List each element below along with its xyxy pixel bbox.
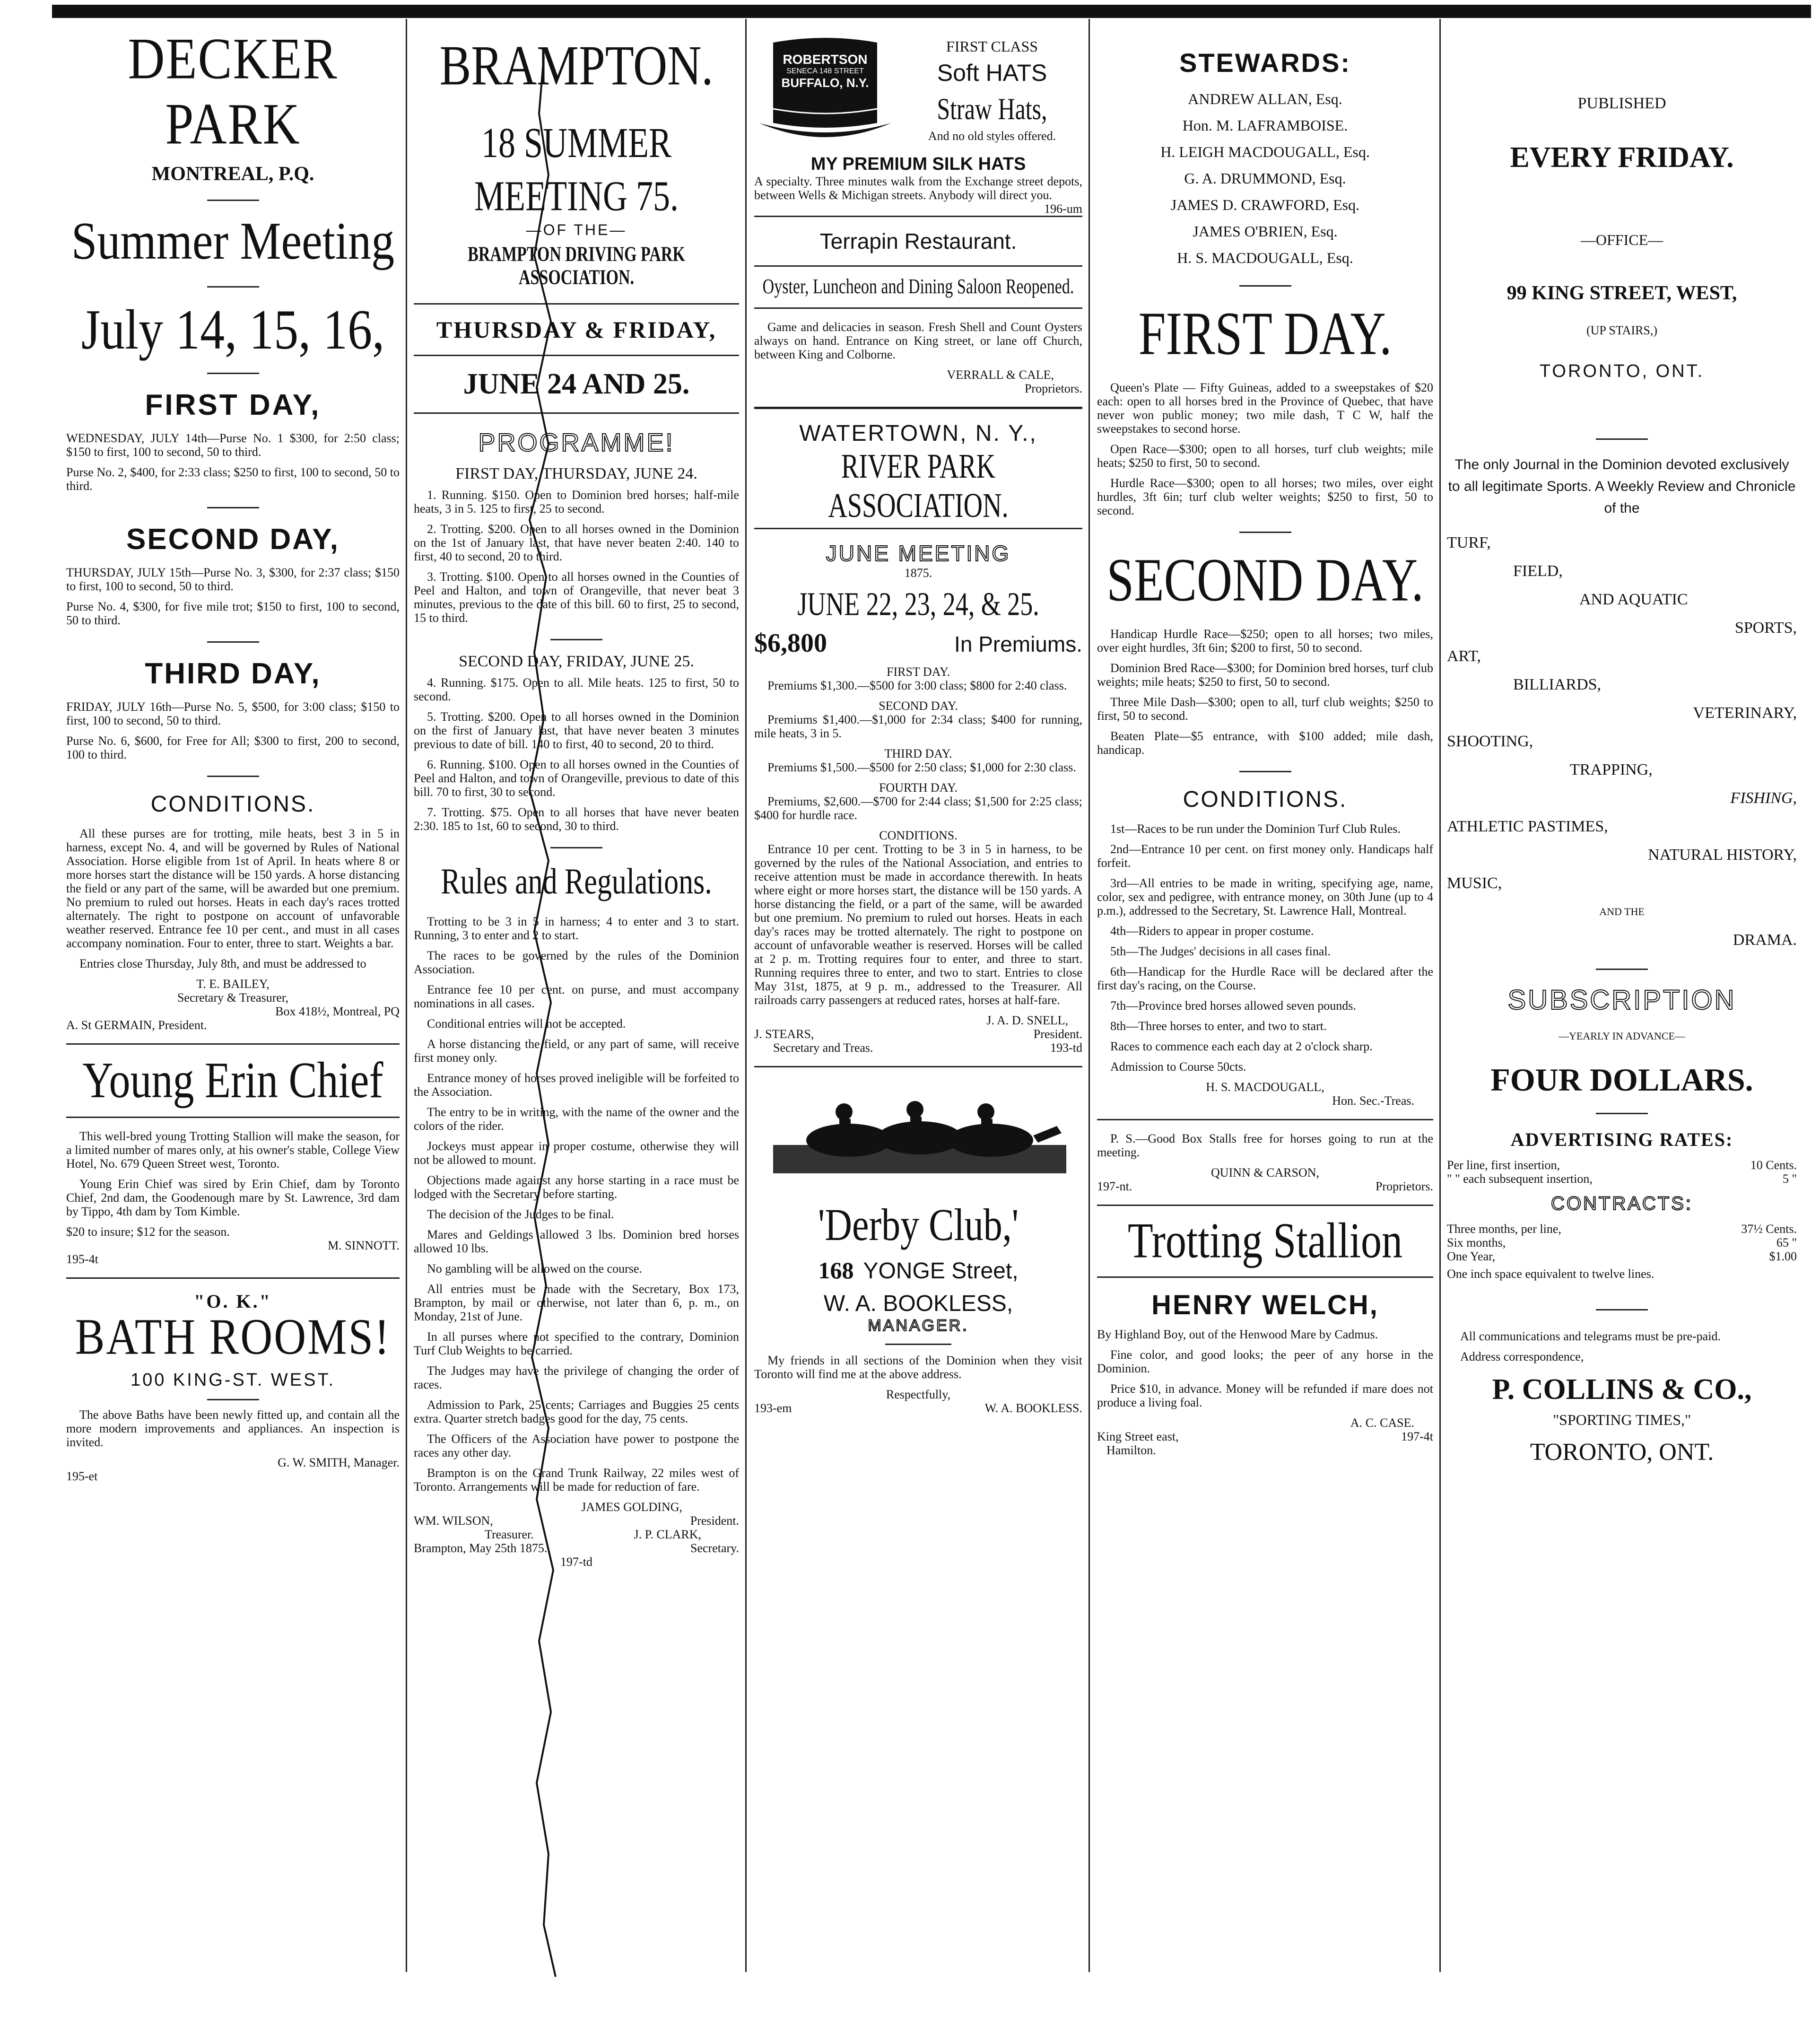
every-friday: EVERY FRIDAY. [1510,141,1734,174]
rule-item: The decision of the Judges to be final. [427,1207,614,1221]
yonge-street: YONGE Street, [863,1258,1019,1284]
column-brampton [409,28,744,1986]
steward-name: Hon. M. LAFRAMBOISE. [1182,117,1348,134]
race-item: 3. Trotting. $100. Open to all horses owned in the Counties of Peel and Halton, and town of Orangeville, that never beat 3 minutes, previous to the date of this bill. 60 to first, 25 to second, 15 to third. [414,570,739,625]
signature-left: WM. WILSON, [414,1514,493,1528]
race-item: 7. Trotting. $75. Open to all horses that have never beaten 2:30. 185 to 1st, 60 to second, 30 to third. [414,805,739,833]
rule-item: All entries must be made with the Secretary, Box 173, Brampton, by mail or otherwise, not later than 6, p. m., on Monday, 21st of June. [414,1282,739,1323]
rule-item: The Judges may have the privilege of changing the order of races. [414,1364,739,1391]
bath-text: The above Baths have been newly fitted up, and contain all the more modern improvements and appliances. An inspection is invited. [66,1408,400,1449]
ok-label: "O. K." [194,1291,272,1312]
decker-park-title: DECKER PARK [128,28,338,157]
published-label: PUBLISHED [1577,95,1666,112]
race-text: Hurdle Race—$300; open to all horses; two miles, over eight hurdles, 3ft 6in; turf club welter weights; $250 to first, 50 to second. [1097,476,1433,517]
day-heading: THIRD DAY. [884,747,952,760]
office-address: 99 KING STREET, WEST, [1507,282,1737,304]
signature-title: President. [690,1514,739,1528]
topic-field: FIELD, [1513,562,1563,580]
erin-text: This well-bred young Trotting Stallion will make the season, for a limited number of mares only, at his owner's stable, College View Hotel, No. 679 Queen Street west, Toronto. [66,1129,400,1170]
date-line: Brampton, May 25th 1875. [414,1541,548,1555]
first-day-heading: FIRST DAY, [145,389,321,421]
topic-turf: TURF, [1447,534,1491,551]
bath-rooms-title: BATH ROOMS! [75,1309,391,1365]
race-item: 5. Trotting. $200. Open to all horses owned in the Dominion on the first of January last, that have never beaten 3 minutes previous to date of bill. 140 to first, 40 to second, 20 to third. [414,710,739,751]
hat-address: SENECA 148 STREET [786,67,864,75]
paper-tear-line [515,57,572,1977]
condition-item: 7th—Province bred horses allowed seven pounds. [1110,999,1356,1013]
stears-sig: J. STEARS, [754,1027,814,1041]
address-note: Address correspondence, [1460,1350,1584,1363]
topic-athletic: ATHLETIC PASTIMES, [1447,818,1608,835]
rules-list [414,915,739,1493]
signature-left: Treasurer. [485,1528,534,1541]
first-day-heading: FIRST DAY. [1138,299,1392,368]
oyster-heading: Oyster, Luncheon and Dining Saloon Reopened. [762,275,1074,298]
brampton-dates: JUNE 24 AND 25. [463,368,690,400]
steward-name: ANDREW ALLAN, Esq. [1188,90,1342,107]
no-old-styles: And no old styles offered. [928,129,1056,143]
welch-text: Price $10, in advance. Money will be refunded if mare does not produce a living foal. [1097,1382,1433,1409]
column-decker-park [61,28,404,1986]
condition-item: 3rd—All entries to be made in writing, specifying age, name, color, sex and pedigree, with entrance money, on 30th June (up to 4 p.m.), addressed to the Secretary, St. Lawrence Hall, Montreal. [1097,876,1433,917]
premiums-amount: $6,800 [754,629,827,658]
race-item: 1. Running. $150. Open to Dominion bred horses; half-mile heats, 3 in 5. 125 to first, 25 to second. [414,488,739,515]
terrapin-heading: Terrapin Restaurant. [819,229,1017,253]
steward-name: H. LEIGH MACDOUGALL, Esq. [1160,143,1370,160]
topic-art: ART, [1447,647,1481,665]
contract-label: Three months, per line, [1447,1222,1561,1236]
rule-item: Objections made against any horse starting in a race must be lodged with the Secretary before starting. [414,1173,739,1201]
rule-item: Brampton is on the Grand Trunk Railway, 22 miles west of Toronto. Arrangements will be made for reduction of fare. [414,1466,739,1493]
bookless-name: W. A. BOOKLESS, [823,1291,1013,1316]
contract-value: 65 " [1776,1236,1797,1249]
conditions-heading: CONDITIONS. [150,792,315,817]
topic-drama: DRAMA. [1733,931,1797,949]
case-sig: A. C. CASE. [1350,1416,1414,1430]
signature: H. S. MACDOUGALL, [1206,1080,1324,1094]
president-line: A. St GERMAIN, President. [66,1018,207,1032]
column-sporting-times [1442,28,1802,1986]
day-text: Premiums $1,500.—$500 for 2:50 class; $1,000 for 2:30 class. [767,760,1076,774]
rule-item: Mares and Geldings allowed 3 lbs. Dominion bred horses allowed 10 lbs. [414,1228,739,1255]
rate-label: Per line, first insertion, [1447,1158,1560,1172]
race-listing: Purse No. 4, $300, for five mile trot; $150 to first, 100 to second, 50 to third. [66,600,400,627]
king-street: King Street east, [1097,1430,1179,1443]
condition-item: Admission to Course 50cts. [1110,1060,1246,1074]
condition-item: Races to commence each each day at 2 o'clock sharp. [1110,1039,1373,1053]
meeting-dates: July 14, 15, 16, [81,298,385,361]
condition-item: 6th—Handicap for the Hurdle Race will be declared after the first day's racing, on the Course. [1097,965,1433,992]
henry-welch-heading: HENRY WELCH, [1151,1290,1379,1320]
first-day-line: FIRST DAY, THURSDAY, JUNE 24. [455,465,697,482]
steward-name: JAMES O'BRIEN, Esq. [1193,223,1338,240]
rule-item: Entrance fee 10 per cent. on purse, and must accompany nominations in all cases. [414,983,739,1010]
rate-value: 5 " [1782,1172,1797,1186]
race-listing: Purse No. 6, $600, for Free for All; $300 to first, 200 to second, 100 to third. [66,734,400,761]
signature-name: T. E. BAILEY, [196,977,270,991]
first-class-label: FIRST CLASS [946,38,1038,55]
contract-value: $1.00 [1769,1249,1797,1263]
race-listing: Purse No. 2, $400, for 2:33 class; $250 to first, 100 to second, 50 to third. [66,465,400,493]
steward-name: H. S. MACDOUGALL, Esq. [1177,249,1353,266]
hat-brand: ROBERTSON [783,52,868,67]
ad-code: 196-um [1044,202,1082,216]
river-park-heading: RIVER PARK ASSOCIATION. [828,447,1009,525]
steward-name: G. A. DRUMMOND, Esq. [1184,170,1346,187]
hat-city: BUFFALO, N.Y. [781,76,869,90]
stewards-list [1097,86,1433,271]
erin-code: 195-4t [66,1252,98,1266]
summer-meeting-75: 18 SUMMER MEETING 75. [474,119,679,220]
topic-sports: SPORTS, [1734,619,1797,637]
second-day-line: SECOND DAY, FRIDAY, JUNE 25. [459,653,694,670]
race-text: Queen's Plate — Fifty Guineas, added to a sweepstakes of $20 each: open to all horses bred in the Province of Quebec, that have never won public money; two mile dash, T C W, half the sweepstakes to second horse. [1097,381,1433,436]
topic-music: MUSIC, [1447,874,1502,892]
summer-meeting-heading: Summer Meeting [71,211,395,271]
erin-text: Young Erin Chief was sired by Erin Chief, dam by Toronto Chief, 2nd dam, the Goodenough mare by St. Lawrence, 3rd dam by Tippo, 4th dam by Tom Kimble. [66,1177,400,1218]
publisher-name: P. COLLINS & CO., [1492,1373,1752,1406]
race-listing: FRIDAY, JULY 16th—Purse No. 5, $500, for 3:00 class; $150 to first, 100 to second, 50 to third. [66,700,400,727]
manager-label: MANAGER. [868,1317,969,1335]
bath-signature: G. W. SMITH, Manager. [278,1456,400,1469]
quinn-sig: QUINN & CARSON, [1211,1166,1319,1179]
signature-title: Secretary & Treasurer, [177,991,289,1004]
contracts-heading: CONTRACTS: [1551,1193,1693,1214]
erin-signature: M. SINNOTT. [328,1239,400,1252]
silk-text: A specialty. Three minutes walk from the Exchange street depots, between Wells & Michigan streets. Anybody will direct you. [754,175,1082,202]
office-label: —OFFICE— [1580,231,1663,248]
race-item: 6. Running. $100. Open to all horses owned in the Counties of Peel and Halton, and town of Orangeville, previous to date of this bill. 70 to first, 30 to second. [414,758,739,799]
hat-illustration [754,33,896,151]
rule-item: The Officers of the Association have power to postpone the races any other day. [414,1432,739,1459]
topic-fishing: FISHING, [1730,789,1797,807]
journal-description: The only Journal in the Dominion devoted exclusively to all legitimate Sports. A Weekly Review and Chronicle of the [1448,457,1796,516]
topic-trapping: TRAPPING, [1570,761,1653,778]
young-erin-chief-title: Young Erin Chief [82,1052,383,1109]
rule-item: Admission to Park, 25 cents; Carriages and Buggies 25 cents extra. Quarter stretch badges good for the day, 75 cents. [414,1398,739,1425]
topic-natural-history: NATURAL HISTORY, [1648,846,1797,864]
rule-item: The entry to be in writing, with the name of the owner and the colors of the rider. [414,1105,739,1133]
column-rule [406,19,407,1972]
president-title: President. [1033,1027,1082,1041]
premiums-label: In Premiums. [954,632,1082,656]
day-text: Premiums $1,400.—$1,000 for 2:34 class; $400 for running, mile heats, 3 in 5. [754,713,1082,740]
decker-location: MONTREAL, P.Q. [151,163,314,185]
signature-title: Hon. Sec.-Treas. [1332,1094,1414,1108]
verrall-sig: VERRALL & CALE, [947,368,1054,382]
contract-label: One Year, [1447,1249,1496,1263]
respectfully: Respectfully, [886,1388,951,1401]
conditions-text: All these purses are for trotting, mile heats, best 3 in 5 in harness, except No. 4, and will be governed by Rules of National Association. Horse eligible from 1st of April. In heats where 8 or more horses start the distance will be 150 yards. A horse distancing the field or any part of the same, will be awarded but one premium. No premium to ruled out horses. Heats in each day's races trotted alternately. The right to postpone on account of unfavorable weather reserved. Entrance fee 10 per cent., and must in all cases accompany nomination. Four to enter, three to start. Weights a bar. [66,827,400,950]
race-text: Open Race—$300; open to all horses, turf club weights; mile heats; $250 to first, 50 to second. [1097,442,1433,470]
column-rule [1439,19,1441,1972]
watertown-dates: JUNE 22, 23, 24, & 25. [797,585,1039,622]
ps-text: P. S.—Good Box Stalls free for horses going to run at the meeting. [1097,1132,1433,1159]
stewards-heading: STEWARDS: [1179,48,1351,78]
yonge-number: 168 [818,1257,854,1284]
rule-item: The races to be governed by the rules of the Dominion Association. [414,949,739,976]
communications-note: All communications and telegrams must be pre-paid. [1460,1329,1721,1343]
ad-code: 193-td [1050,1041,1082,1055]
day-text: Premiums, $2,600.—$700 for 2:44 class; $1,500 for 2:25 class; $400 for hurdle race. [754,795,1082,822]
race-text: Handicap Hurdle Race—$250; open to all horses; two miles, over eight hurdles, 3ft 6in; $200 to first, 50 to second. [1097,627,1433,655]
conditions-heading: CONDITIONS. [1183,787,1348,812]
watertown-heading: WATERTOWN, N. Y., [799,421,1037,446]
race-listing: THURSDAY, JULY 15th—Purse No. 3, $300, for 2:37 class; $150 to first, 100 to second, 50 to third. [66,566,400,593]
rate-value: 10 Cents. [1750,1158,1797,1172]
contract-label: Six months, [1447,1236,1506,1249]
column-rule [1089,19,1090,1972]
days-heading: THURSDAY & FRIDAY, [436,316,717,343]
race-item: 4. Running. $175. Open to all. Mile heats. 125 to first, 50 to second. [414,676,739,703]
derby-club-title: 'Derby Club,' [818,1200,1019,1250]
june-meeting-heading: JUNE MEETING [826,541,1011,566]
rule-item: Trotting to be 3 in 5 in harness; 4 to enter and 3 to start. Running, 3 to enter and 2 to start. [414,915,739,942]
rules-heading: Rules and Regulations. [441,861,712,902]
of-the-label: —OF THE— [526,221,627,238]
third-day-heading: THIRD DAY, [145,657,321,690]
day-heading: FIRST DAY. [887,665,950,679]
meeting-year: 1875. [904,566,932,580]
topic-aquatic: AND AQUATIC [1579,591,1688,608]
rule-item: Entrance money of horses proved ineligible will be forfeited to the Association. [414,1071,739,1099]
signature: J. P. CLARK, [634,1528,701,1541]
terrapin-text: Game and delicacies in season. Fresh Shell and Count Oysters always on hand. Entrance on King street, or lane off Church, between King and Colborne. [754,320,1082,361]
and-the-label: AND THE [1599,906,1645,917]
condition-item: 2nd—Entrance 10 per cent. on first money only. Handicaps half forfeit. [1097,842,1433,870]
verrall-title: Proprietors. [1024,382,1082,395]
condition-item: 5th—The Judges' decisions in all cases final. [1110,944,1331,958]
advertising-heading: ADVERTISING RATES: [1510,1129,1733,1150]
topic-billiards: BILLIARDS, [1513,676,1602,693]
signature-title: Secretary. [690,1541,739,1555]
yearly-advance: —YEARLY IN ADVANCE— [1559,1030,1685,1042]
topic-veterinary: VETERINARY, [1693,704,1797,722]
bath-code: 195-et [66,1469,98,1483]
rule-item: Conditional entries will not be accepted. [427,1017,626,1031]
day-text: Premiums $1,300.—$500 for 3:00 class; $800 for 2:40 class. [767,679,1067,692]
signature: JAMES GOLDING, [581,1500,682,1514]
condition-item: 4th—Riders to appear in proper costume. [1110,924,1314,938]
conditions-text: Entries close Thursday, July 8th, and must be addressed to [79,957,366,970]
rule-item: No gambling will be allowed on the course. [427,1262,642,1275]
contract-value: 37½ Cents. [1741,1222,1797,1236]
upstairs-note: (UP STAIRS,) [1586,323,1658,337]
day-heading: FOURTH DAY. [879,781,958,795]
day-heading: SECOND DAY. [879,699,958,713]
top-border-bar [52,5,1811,18]
space-note: One inch space equivalent to twelve lines. [1447,1267,1655,1281]
racehorses-illustration [754,1079,1082,1192]
derby-text: My friends in all sections of the Dominion when they visit Toronto will find me at the above address. [754,1354,1082,1381]
column-hats-watertown [749,28,1087,1986]
second-day-heading: SECOND DAY, [126,523,340,556]
condition-item: 1st—Races to be run under the Dominion Turf Club Rules. [1110,822,1401,836]
programme-heading: PROGRAMME! [478,428,675,457]
condition-item: 8th—Three horses to enter, and two to start. [1110,1019,1327,1033]
steward-name: JAMES D. CRAWFORD, Esq. [1170,196,1360,213]
snell-sig: J. A. D. SNELL, [986,1013,1068,1027]
welch-text: Fine color, and good looks; the peer of any horse in the Dominion. [1097,1348,1433,1375]
proprietors: Proprietors. [1375,1179,1433,1193]
bath-address: 100 KING-ST. WEST. [130,1370,336,1390]
hamilton: Hamilton. [1106,1443,1156,1457]
race-text: Dominion Bred Race—$300; for Dominion bred horses, turf club weights; mile heats; $250 to first, 50 to second. [1097,661,1433,689]
rule-item: Jockeys must appear in proper costume, otherwise they will not be allowed to mount. [414,1139,739,1167]
rule-item: A horse distancing the field, or any part of same, will receive first money only. [414,1037,739,1065]
column-rule [745,19,747,1972]
race-text: Three Mile Dash—$300; open to all, turf club weights; $250 to first, 50 to second. [1097,695,1433,723]
silk-hats-heading: MY PREMIUM SILK HATS [810,154,1026,174]
straw-hats: Straw Hats, [937,91,1047,126]
sec-treas: Secretary and Treas. [773,1041,873,1055]
brampton-title: BRAMPTON. [439,34,714,97]
trotting-stallion-title: Trotting Stallion [1127,1214,1403,1269]
conditions-text: Entrance 10 per cent. Trotting to be 3 in 5 in harness, to be governed by the rules of the National Association, and entries to receive attention must be made in accordance therewith. In heats where eight or more horses start, the distance will be 150 yards. A horse distancing the field, or a part of the same, will be awarded but one premium. No premium to ruled out horses. Heats in each day's races may be trotted alternately. The right to postpone on account of unfavorable weather is reserved. Horses will be called at 2 p. m. Trotting requires four to enter, and three to start. Running requires three to enter, and two to start. Entries to close May 31st, 1875, at 9 p. m., addressed to the Treasurer. All railroads carry passengers at reduced rates, horses at half-fare. [754,842,1082,1007]
race-text: Beaten Plate—$5 entrance, with $100 added; mile dash, handicap. [1097,729,1433,757]
conditions-heading: CONDITIONS. [879,829,958,842]
soft-hats: Soft HATS [937,60,1047,86]
welch-text: By Highland Boy, out of the Henwood Mare by Cadmus. [1097,1328,1378,1341]
signature-box: Box 418½, Montreal, PQ [275,1004,400,1018]
publisher-city: TORONTO, ONT. [1530,1439,1714,1466]
office-city: TORONTO, ONT. [1539,361,1705,381]
ad-code: 197-4t [1401,1430,1433,1443]
second-day-heading: SECOND DAY. [1106,546,1424,614]
association-name: BRAMPTON DRIVING PARK ASSOCIATION. [468,243,685,289]
ad-code: 193-em [754,1401,792,1415]
subscription-heading: SUBSCRIPTION [1507,985,1736,1015]
paper-name: "SPORTING TIMES," [1552,1411,1691,1428]
rule-item: In all purses where not specified to the contrary, Dominion Turf Club Weights to be carried. [414,1330,739,1357]
erin-price: $20 to insure; $12 for the season. [66,1225,230,1239]
ad-code: 197-td [560,1555,592,1569]
topic-shooting: SHOOTING, [1447,733,1533,750]
column-stewards [1092,28,1438,1986]
price-four-dollars: FOUR DOLLARS. [1490,1062,1753,1098]
race-listing: WEDNESDAY, JULY 14th—Purse No. 1 $300, for 2:50 class; $150 to first, 100 to second, 50 to third. [66,431,400,459]
ad-code: 197-nt. [1097,1179,1132,1193]
race-item: 2. Trotting. $200. Open to all horses owned in the Dominion on the 1st of January last, that have never beaten 2:40. 140 to first, 40 to second, 20 to third. [414,522,739,563]
derby-signature: W. A. BOOKLESS. [984,1401,1082,1415]
rate-label: " " each subsequent insertion, [1447,1172,1593,1186]
